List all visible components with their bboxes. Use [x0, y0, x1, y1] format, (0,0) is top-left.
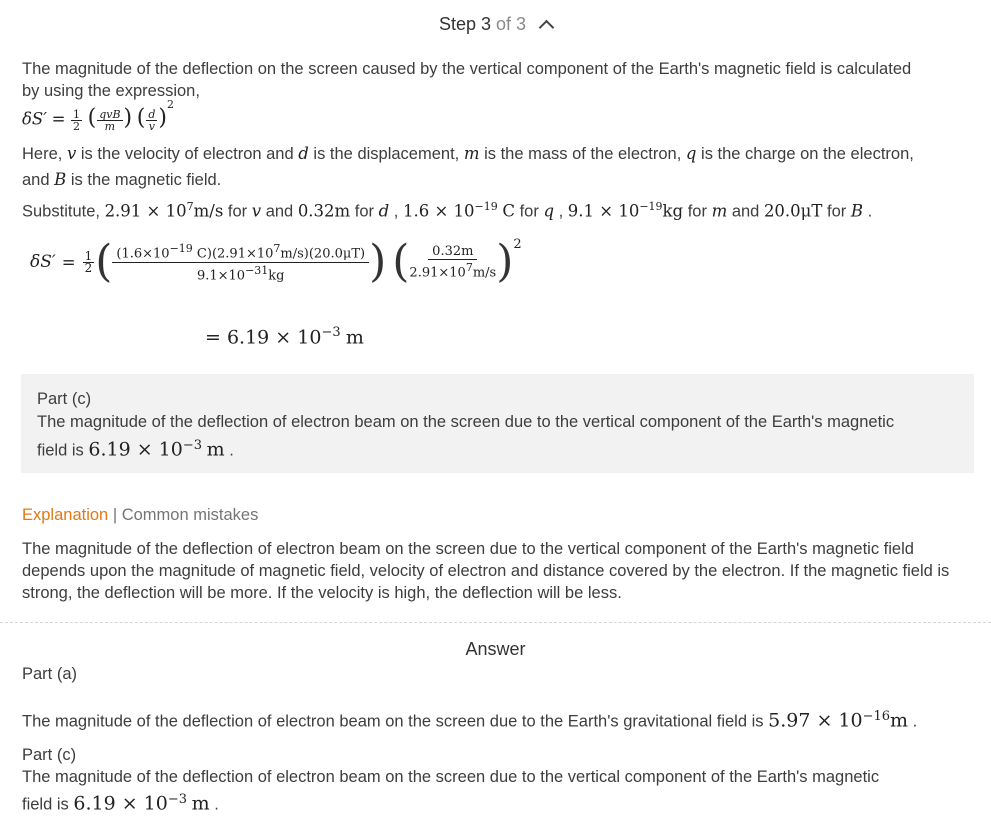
chevron-up-icon[interactable] — [539, 20, 555, 36]
explanation-body: The magnitude of the deflection of electron beam on the screen due to the vertical component of the Earth's magnetic field depends upon the magnitude of magnetic field, velocity of electron and distance covered by the electron. If the magnetic field is strong, the deflection will be more. If the velocity is high, the deflection will be less. — [22, 540, 950, 602]
part-c-text: The magnitude of the deflection of electron beam on the screen due to the vertical component of the Earth's magnetic — [37, 413, 895, 431]
answer-part-c-value: field is $6.19 \times 10^{-3}$ m . — [22, 792, 219, 815]
step-header[interactable] — [0, 14, 991, 35]
result-equation: = $6.19 \times 10^{-3}$ m — [205, 325, 364, 349]
intro-text: The magnitude of the deflection on the screen caused by the vertical component of the Earth's magnetic field is calculated by using the expression, — [22, 60, 912, 100]
tab-common-mistakes[interactable]: Common mistakes — [121, 506, 259, 524]
answer-part-c-label: Part (c) — [22, 746, 77, 764]
variable-definitions-2: and B is the magnetic field. — [22, 170, 222, 189]
step-of: of 3 — [496, 14, 527, 34]
part-c-value-line: field is $6.19 \times 10^{-3}$ m . — [37, 438, 234, 461]
answer-part-c-text: The magnitude of the deflection of electron beam on the screen due to the vertical component of the Earth's magnetic — [22, 768, 880, 786]
explanation-tabs: Explanation | Common mistakes — [22, 506, 259, 524]
step-number: 3 — [480, 14, 491, 34]
step-word: Step — [438, 14, 476, 34]
formula-expression: δS′ = $\frac{1}{2}$ ( $\frac{\text{qvB}}{m}$ ) ( $\frac{d}{v}$ )$^2$ — [22, 98, 174, 133]
part-c-label: Part (c) — [37, 390, 92, 408]
divider — [0, 622, 991, 623]
substitution-equation: δS′ = $\frac{1}{2}$ ( $\frac{(1.6\times 10^{-19} C)(2.91\times 10^7m/s)(20.0\mu T)}{9.1\times 10^{-31}kg}$ ) ( $\frac{0.32m}{2.91\times 10^7m/s}$ ) $^2$ — [30, 236, 522, 287]
variable-definitions: Here, v is the velocity of electron and d is the displacement, m is the mass of the electron, q is the charge on the electron, — [22, 144, 914, 163]
tab-explanation[interactable]: Explanation — [22, 506, 109, 524]
substitute-line: Substitute, $2.91 \times 10^7m/s$ for v and 0.32m for d , $1.6 \times 10^{-19}$ C for q , $9.1 \times 10^{-19}kg$ for m and 20.0μT for B . — [22, 200, 873, 221]
answer-part-a-text: The magnitude of the deflection of electron beam on the screen due to the Earth's gravitational field is $5.97 \times 10^{-16}m$ . — [22, 709, 918, 732]
part-c-result-box — [21, 374, 974, 473]
answer-part-a-label: Part (a) — [22, 665, 78, 683]
answer-title: Answer — [465, 639, 526, 659]
